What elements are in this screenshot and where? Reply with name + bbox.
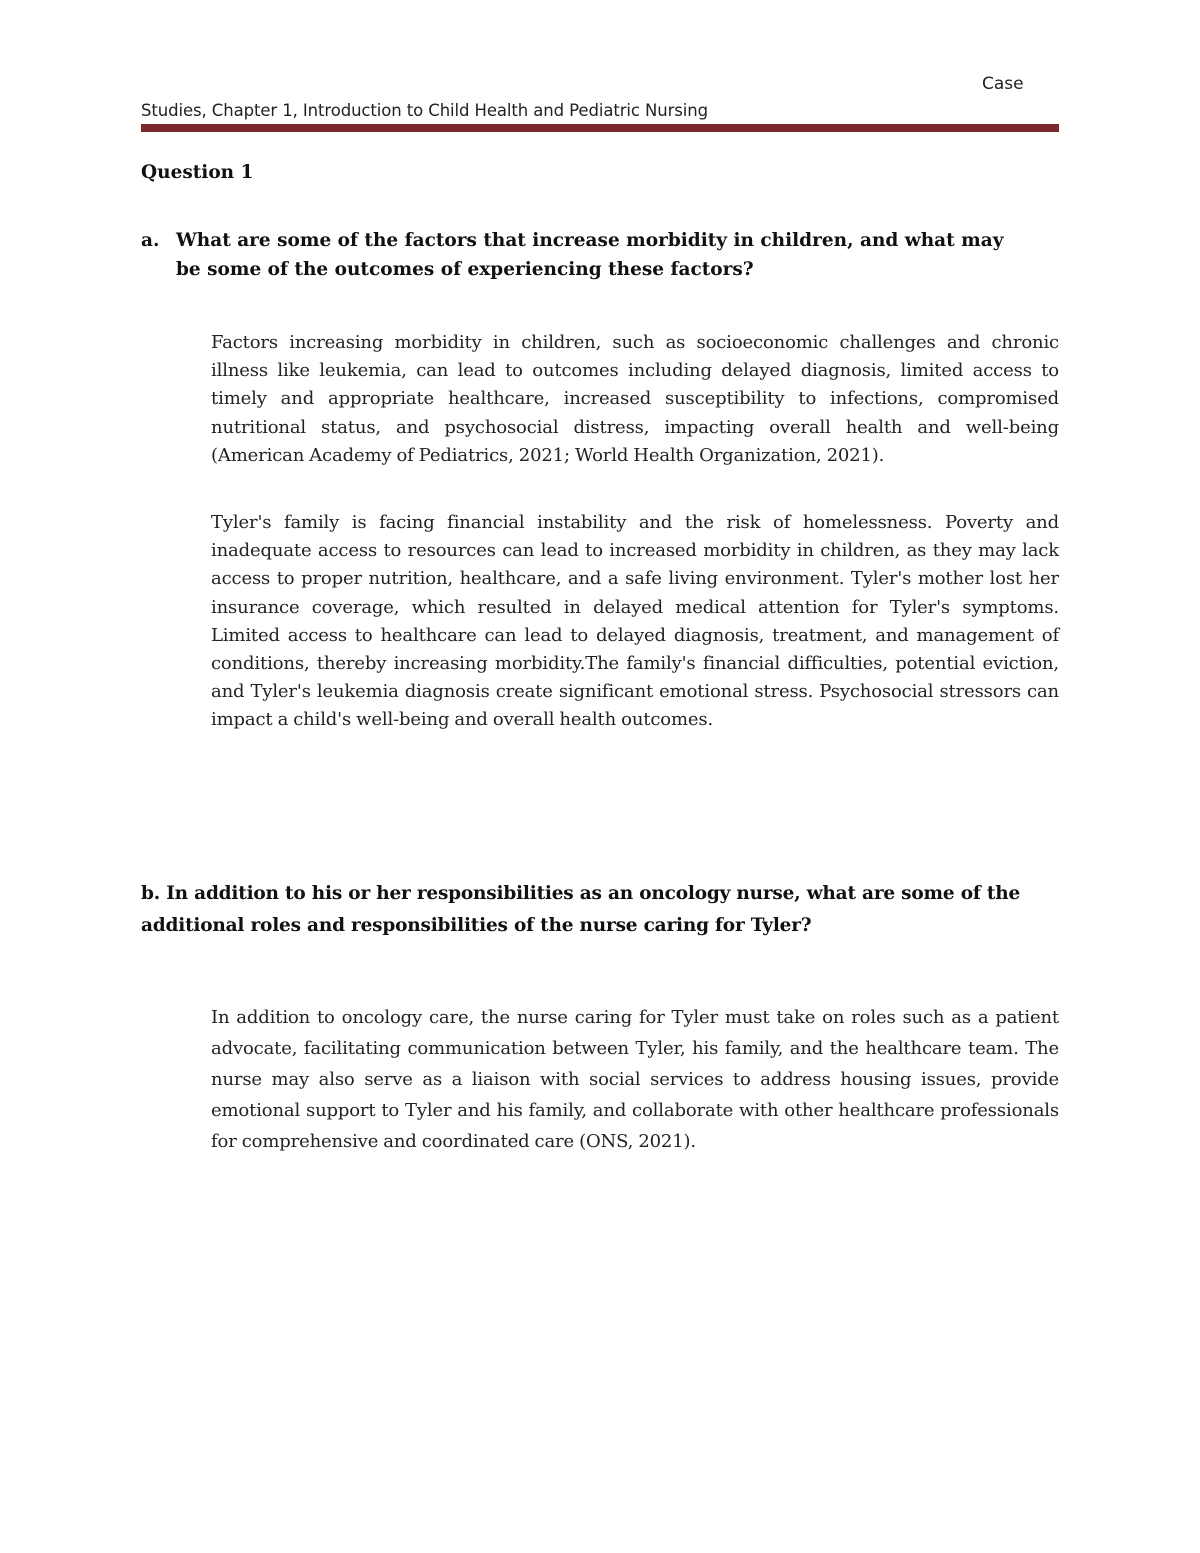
header-divider: [141, 124, 1059, 132]
question-a-marker: a.: [141, 230, 160, 251]
question-title: Question 1: [141, 162, 254, 183]
answer-a-paragraph-1: Factors increasing morbidity in children, such as socioeconomic challenges and chronic illness like leukemia, can lead to outcomes including delayed diagnosis, limited access to timely and appropriate healthcare, increased susceptibility to infections, compromised nutritional status, and psychosocial distress, impacting overall health and well-being (American Academy of Pediatrics, 2021; World Health Organization, 2021).: [211, 332, 1059, 466]
header-case-label: Case: [982, 74, 1024, 94]
answer-b-paragraph: In addition to oncology care, the nurse caring for Tyler must take on roles such as a patient advocate, facilitating communication between Tyler, his family, and the healthcare team. The nurse may also serve as a liaison with social services to address housing issues, provide emotional support to Tyler and his family, and collaborate with other healthcare professionals for comprehensive and coordinated care (ONS, 2021).: [211, 1007, 1059, 1152]
answer-a-paragraph-2: Tyler's family is facing financial instability and the risk of homelessness. Poverty and inadequate access to resources can lead to increased morbidity in children, as they may lack access to proper nutrition, healthcare, and a safe living environment. Tyler's mother lost her insurance coverage, which resulted in delayed medical attention for Tyler's symptoms. Limited access to healthcare can lead to delayed diagnosis, treatment, and management of conditions, thereby increasing morbidity.The family's financial difficulties, potential eviction, and Tyler's leukemia diagnosis create significant emotional stress. Psychosocial stressors can impact a child's well-being and overall health outcomes.: [211, 512, 1059, 731]
question-a-prompt: [141, 226, 1021, 284]
question-b-prompt: b. In addition to his or her responsibilities as an oncology nurse, what are some of the additional roles and responsibilities of the nurse caring for Tyler?: [141, 883, 1021, 936]
question-a-text: What are some of the factors that increase morbidity in children, and what may be some of the outcomes of experiencing these factors?: [176, 230, 1004, 280]
header-chapter-title: Studies, Chapter 1, Introduction to Child Health and Pediatric Nursing: [141, 101, 708, 120]
